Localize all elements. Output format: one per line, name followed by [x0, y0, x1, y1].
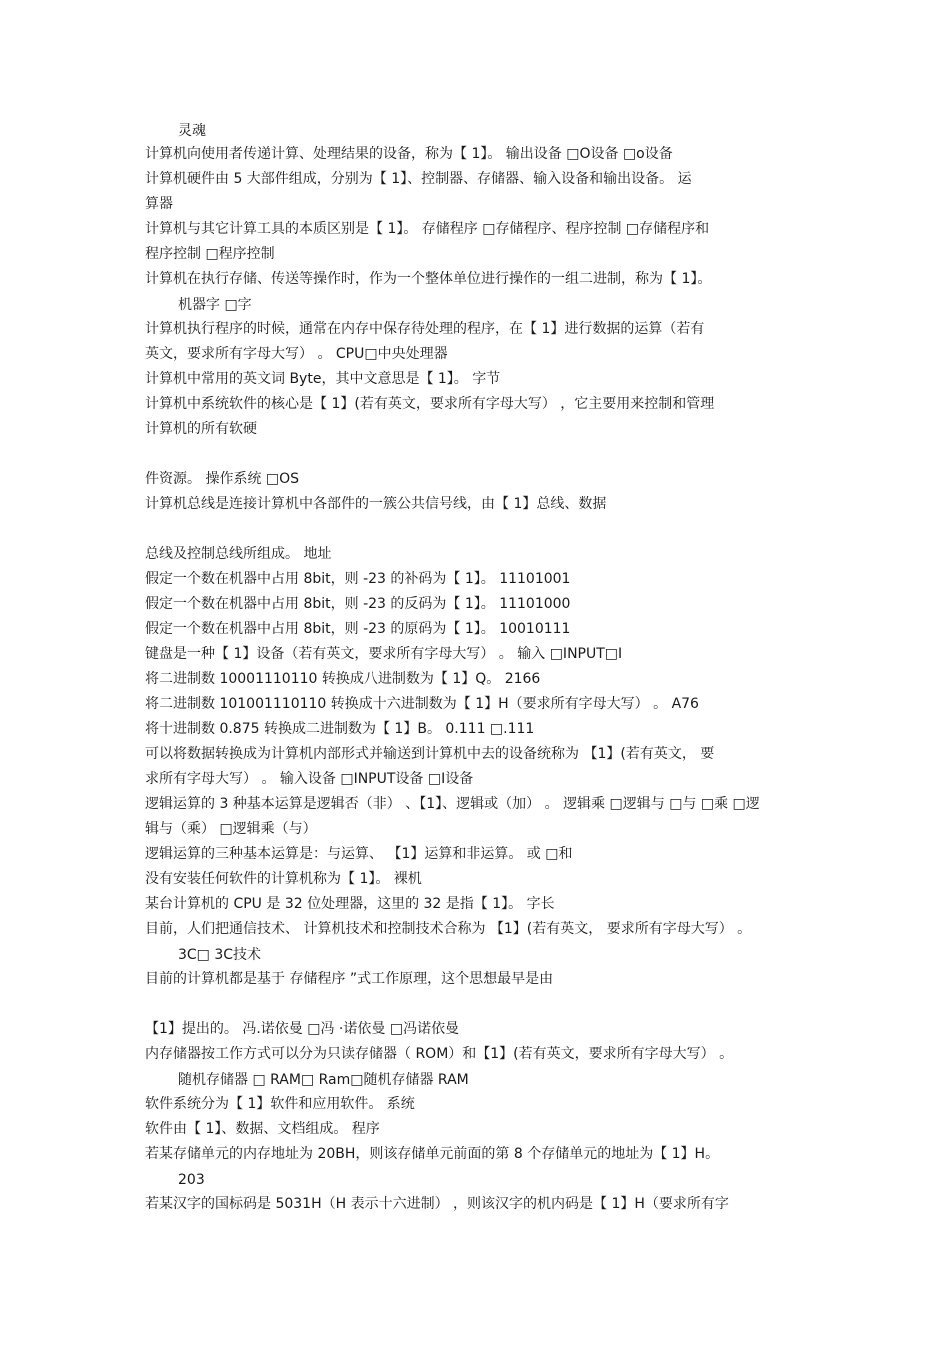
text-line: 某台计算机的 CPU 是 32 位处理器，这里的 32 是指【 1】。 字长 — [145, 896, 555, 912]
text-line: 【1】提出的。 冯.诺依曼 □冯 ·诺依曼 □冯诺依曼 — [145, 1021, 460, 1037]
text-line: 目前，人们把通信技术、 计算机技术和控制技术合称为 【1】(若有英文， 要求所有字母大写） 。 — [145, 921, 752, 937]
text-line: 逻辑运算的 3 种基本运算是逻辑否（非） 、【1】、逻辑或（加） 。 逻辑乘 □逻辑与 □与 □乘 □逻 — [145, 796, 760, 812]
text-line: 软件系统分为【 1】软件和应用软件。 系统 — [145, 1096, 415, 1112]
text-line: 灵魂 — [178, 123, 206, 139]
text-line: 计算机的所有软硬 — [145, 421, 257, 437]
text-line: 软件由【 1】、数据、文档组成。 程序 — [145, 1121, 380, 1137]
text-line: 计算机中系统软件的核心是【 1】(若有英文，要求所有字母大写） ，它主要用来控制和管理 — [145, 396, 715, 412]
text-line: 计算机在执行存储、传送等操作时，作为一个整体单位进行操作的一组二进制，称为【 1】。 — [145, 271, 712, 287]
text-line: 203 — [178, 1172, 205, 1188]
text-line: 若某汉字的国标码是 5031H（H 表示十六进制） ，则该汉字的机内码是【 1】H（要求所有字 — [145, 1196, 729, 1212]
text-line: 件资源。 操作系统 □OS — [145, 471, 300, 487]
text-line: 将十进制数 0.875 转换成二进制数为【 1】B。 0.111 □.111 — [145, 721, 535, 737]
text-line: 机器字 □字 — [178, 297, 252, 313]
text-line: 计算机执行程序的时候，通常在内存中保存待处理的程序，在【 1】进行数据的运算（若有 — [145, 321, 705, 337]
text-line: 计算机向使用者传递计算、处理结果的设备，称为【 1】。 输出设备 □O设备 □o设备 — [145, 146, 673, 162]
text-line: 若某存储单元的内存地址为 20BH，则该存储单元前面的第 8 个存储单元的地址为【 1】H。 — [145, 1146, 720, 1162]
text-line: 假定一个数在机器中占用 8bit，则 -23 的补码为【 1】。 11101001 — [145, 571, 571, 587]
text-line: 求所有字母大写） 。 输入设备 □INPUT设备 □I设备 — [145, 771, 474, 787]
text-line: 计算机中常用的英文词 Byte，其中文意思是【 1】。 字节 — [145, 371, 501, 387]
text-line: 可以将数据转换成为计算机内部形式并输送到计算机中去的设备统称为 【1】(若有英文， 要 — [145, 746, 715, 762]
text-line: 计算机硬件由 5 大部件组成，分别为【 1】、控制器、存储器、输入设备和输出设备。 运 — [145, 171, 692, 187]
text-line: 没有安装任何软件的计算机称为【 1】。 裸机 — [145, 871, 422, 887]
text-line: 假定一个数在机器中占用 8bit，则 -23 的反码为【 1】。 11101000 — [145, 596, 571, 612]
text-line: 算器 — [145, 196, 173, 212]
text-line: 逻辑运算的三种基本运算是：与运算、 【1】运算和非运算。 或 □和 — [145, 846, 573, 862]
text-line: 计算机总线是连接计算机中各部件的一簇公共信号线，由【 1】总线、数据 — [145, 496, 607, 512]
text-line: 辑与（乘） □逻辑乘（与） — [145, 821, 317, 837]
text-line: 随机存储器 □ RAM□ Ram□随机存储器 RAM — [178, 1072, 469, 1088]
text-line: 英文，要求所有字母大写） 。 CPU□中央处理器 — [145, 346, 448, 362]
text-line: 目前的计算机都是基于 存储程序 ”式工作原理，这个思想最早是由 — [145, 971, 554, 987]
text-line: 键盘是一种【 1】设备（若有英文，要求所有字母大写） 。 输入 □INPUT□I — [145, 646, 623, 662]
text-line: 3C□ 3C技术 — [178, 947, 262, 963]
text-line: 计算机与其它计算工具的本质区别是【 1】。 存储程序 □存储程序、程序控制 □存储程序和 — [145, 221, 710, 237]
text-line: 内存储器按工作方式可以分为只读存储器（ ROM）和【1】(若有英文，要求所有字母大写） 。 — [145, 1046, 734, 1062]
text-line: 假定一个数在机器中占用 8bit，则 -23 的原码为【 1】。 10010111 — [145, 621, 571, 637]
text-line: 总线及控制总线所组成。 地址 — [145, 546, 332, 562]
text-line: 程序控制 □程序控制 — [145, 246, 275, 262]
text-line: 将二进制数 101001110110 转换成十六进制数为【 1】H（要求所有字母大写） 。 A76 — [145, 696, 699, 712]
text-line: 将二进制数 10001110110 转换成八进制数为【 1】Q。 2166 — [145, 671, 541, 687]
